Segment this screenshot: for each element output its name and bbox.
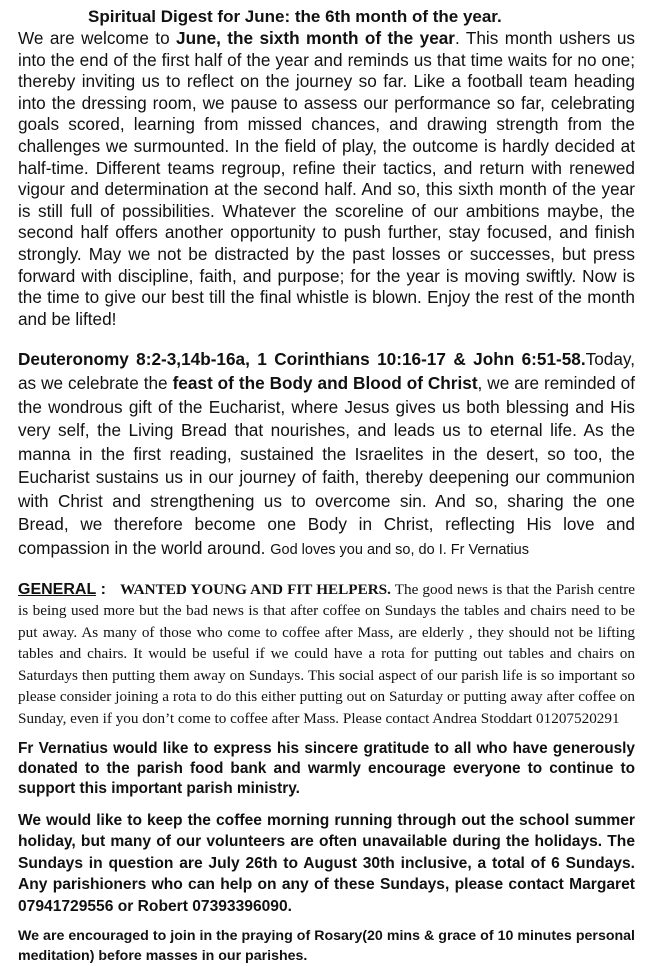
readings-sign-off: God loves you and so, do I. Fr Vernatius <box>270 542 529 559</box>
general-body: The good news is that the Parish centre is being used more but the bad news is that after coffee on Sundays the tables and chairs need to be put away. As many of those who come to coffee after Mass, are elderly , they should not be lifting tables and chairs. It would be useful if we could have a rota for putting out tables and chairs on Saturdays then putting them away on Sundays. This social aspect of our parish life is so important so please consider joining a rota to do this either putting out on Saturday or putting away after coffee on Sunday, even if you don’t come to coffee after Mass. Please contact Andrea Stoddart 01207520291 <box>18 580 635 727</box>
general-paragraph <box>18 579 635 730</box>
readings-feast: feast of the Body and Blood of Christ <box>172 372 478 393</box>
gratitude-notice: Fr Vernatius would like to express his sincere gratitude to all who have generously donated to the parish food bank and warmly encourage everyone to continue to support this important parish ministry. <box>18 740 635 797</box>
digest-intro: We are welcome to <box>18 28 177 48</box>
readings-text-after: , we are reminded of the wondrous gift of the Eucharist, where Jesus gives us both blessing and His very self, the Living Bread that nourishes, and leads us to eternal life. As the manna in the first reading, sustained the Israelites in the desert, so too, the Eucharist sustains us in our journey of faith, thereby deepening our communion with Christ and strengthening us to overcome sin. And so, sharing the one Bread, we therefore become one Body in Christ, reflecting His love and compassion in the world around. <box>18 372 635 559</box>
digest-body: . This month ushers us into the end of the first half of the year and reminds us that time waits for no one; thereby inviting us to reflect on the journey so far. Like a football team heading into the dressing room, we pause to assess our performance so far, celebrating goals scored, learning from missed chances, and drawing strength from the challenges we surmounted. In the field of play, the outcome is hardly decided at half-time. Different teams regroup, refine their tactics, and return with renewed vigour and determination at the second half. And so, this sixth month of the year is still full of possibilities. Whatever the scoreline of our ambitions maybe, the second half offers another opportunity to push further, stay focused, and finish strongly. May we not be distracted by the past losses or successes, but press forward with discipline, faith, and purpose; for the year is moving swiftly. Now is the time to give our best till the final whistle is blown. Enjoy the rest of the month and be lifted! <box>18 28 635 329</box>
general-heading: WANTED YOUNG AND FIT HELPERS. <box>120 580 391 598</box>
digest-intro-bold: June, the sixth month of the year <box>176 28 455 48</box>
readings-paragraph <box>18 348 635 562</box>
digest-paragraph <box>18 28 635 330</box>
digest-title: Spiritual Digest for June: the 6th month of the year. <box>88 7 502 26</box>
readings-text-before: Today, as we celebrate the <box>18 349 635 393</box>
general-label: GENERAL <box>18 580 96 598</box>
coffee-morning-notice: We would like to keep the coffee morning running through out the school summer holiday, but many of our volunteers are often unavailable during the holidays. The Sundays in question are July 26th to August 30th inclusive, a total of 6 Sundays. Any parishioners who can help on any of these Sundays, please contact Margaret 07941729556 or Robert 07393396090. <box>18 811 635 915</box>
readings-references: Deuteronomy 8:2-3,14b-16a, 1 Corinthians 10:16-17 & John 6:51-58. <box>18 349 586 370</box>
rosary-notice: We are encouraged to join in the praying of Rosary(20 mins & grace of 10 minutes personal meditation) before masses in our parishes. <box>18 928 635 964</box>
newsletter-page <box>18 6 635 966</box>
general-colon: : <box>95 580 121 598</box>
